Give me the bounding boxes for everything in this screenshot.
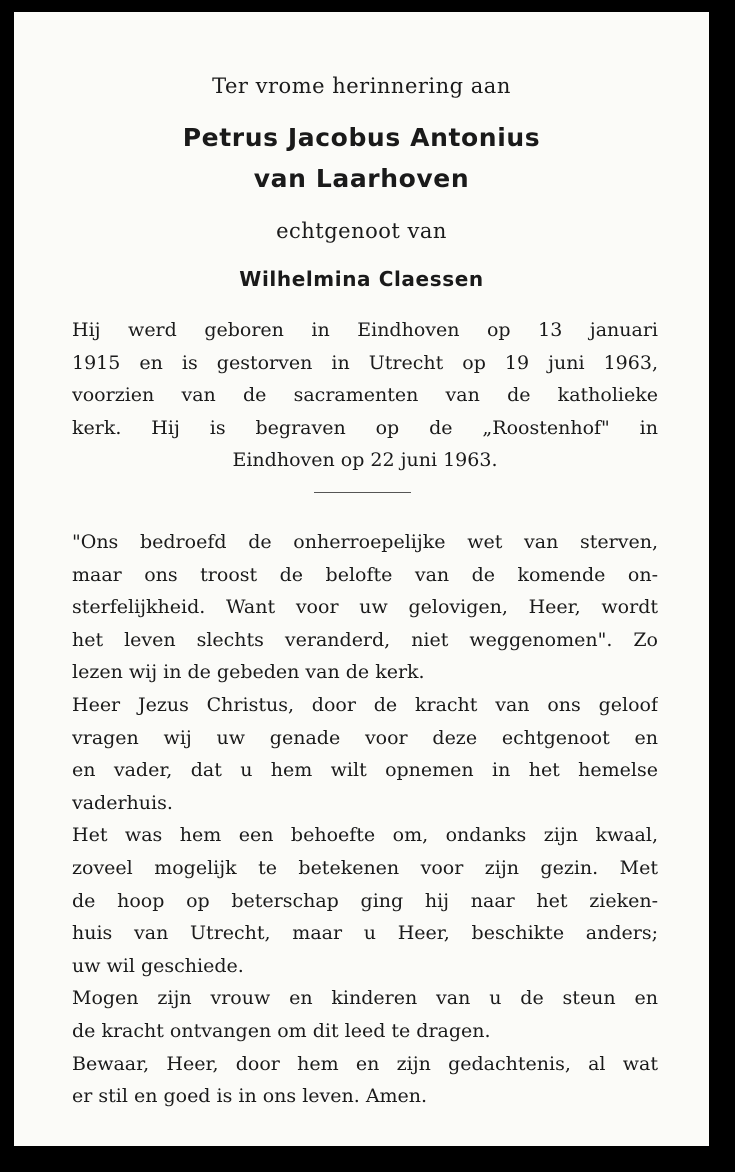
prayer-paragraph <box>72 526 658 1113</box>
memorial-card <box>14 12 709 1146</box>
prayer-line: de kracht ontvangen om dit leed te dragen. <box>72 1019 491 1042</box>
prayer-line: en vader, dat u hem wilt opnemen in het hemelse <box>72 759 658 782</box>
biography-paragraph <box>72 314 658 477</box>
bio-line: voorzien van de sacramenten van de katholieke <box>72 384 658 406</box>
prayer-line: maar ons troost de belofte van de komende on- <box>72 563 658 586</box>
bio-line: Hij werd geboren in Eindhoven op 13 januari <box>72 319 658 341</box>
prayer-line: het leven slechts veranderd, niet weggenomen". Zo <box>72 628 658 651</box>
prayer-line: uw wil geschiede. <box>72 954 244 977</box>
prayer-line: lezen wij in de gebeden van de kerk. <box>72 661 425 684</box>
prayer-line: sterfelijkheid. Want voor uw gelovigen, Heer, wordt <box>72 596 658 619</box>
prayer-line: Bewaar, Heer, door hem en zijn gedachtenis, al wat <box>72 1052 658 1075</box>
bio-line: Eindhoven op 22 juni 1963. <box>232 449 498 471</box>
spouse-name: Wilhelmina Claessen <box>239 267 484 291</box>
prayer-line: zoveel mogelijk te betekenen voor zijn gezin. Met <box>72 856 658 879</box>
prayer-line: er stil en goed is in ons leven. Amen. <box>72 1085 428 1108</box>
deceased-name-line2: van Laarhoven <box>253 164 470 193</box>
prayer-line: Mogen zijn vrouw en kinderen van u de steun en <box>72 987 658 1010</box>
bio-line: kerk. Hij is begraven op de „Roostenhof" in <box>72 416 658 439</box>
prayer-line: vragen wij uw genade voor deze echtgenoot en <box>72 726 658 749</box>
spouse-label: echtgenoot van <box>276 219 447 243</box>
prayer-line: Het was hem een behoefte om, ondanks zijn kwaal, <box>72 824 658 847</box>
bio-line: 1915 en is gestorven in Utrecht op 19 juni 1963, <box>72 351 658 374</box>
prayer-line: vaderhuis. <box>72 791 173 814</box>
divider-rule <box>314 492 411 493</box>
deceased-name-line1: Petrus Jacobus Antonius <box>182 123 541 152</box>
prayer-line: huis van Utrecht, maar u Heer, beschikte anders; <box>72 922 658 945</box>
prayer-line: "Ons bedroefd de onherroepelijke wet van sterven, <box>72 531 658 553</box>
prayer-line: de hoop op beterschap ging hij naar het zieken- <box>72 889 658 912</box>
intro-text: Ter vrome herinnering aan <box>212 74 511 98</box>
prayer-line: Heer Jezus Christus, door de kracht van ons geloof <box>72 693 658 716</box>
